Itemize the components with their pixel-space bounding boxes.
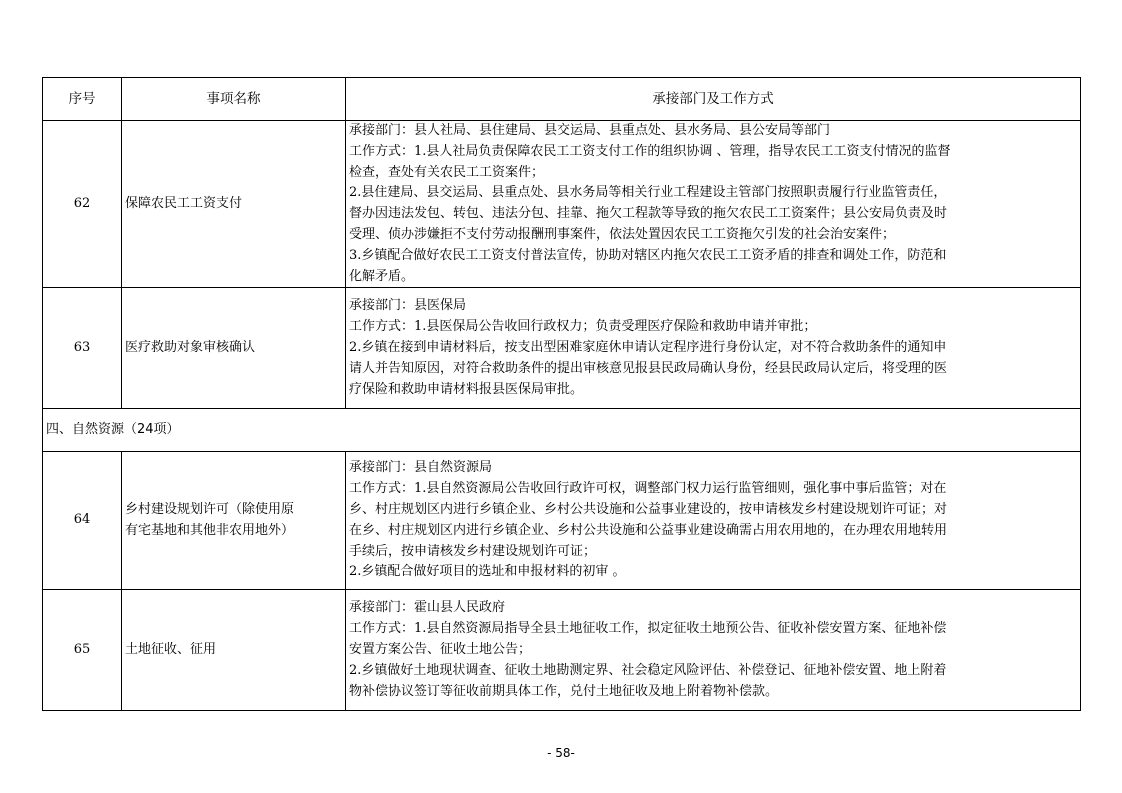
text-line: 乡、村庄规划区内进行乡镇企业、乡村公共设施和公益事业建设的，按申请核发乡村建设规划许可证；对 (349, 502, 948, 518)
matters-table (42, 77, 1081, 711)
text-line: 工作方式：1.县医保局公告收回行政权力；负责受理医疗保险和救助申请并审批； (349, 319, 817, 335)
text-line: 2.乡镇做好土地现状调查、征收土地勘测定界、社会稳定风险评估、补偿登记、征地补偿安置、地上附着 (349, 662, 947, 678)
header-no: 序号 (43, 78, 122, 121)
section-title: 四、自然资源（24项） (43, 409, 1081, 452)
matter-name: 保障农民工工资支付 (122, 121, 346, 288)
text-line: 受理、侦办涉嫌拒不支付劳动报酬刑事案件，依法处置因农民工工资拖欠引发的社会治安案件； (349, 226, 896, 242)
text-line: 化解矛盾。 (349, 268, 415, 284)
row-number: 65 (43, 590, 122, 711)
text-line: 承接部门：县医保局 (349, 298, 467, 314)
section-row (43, 409, 1081, 452)
matter-name (122, 452, 346, 590)
dept-and-method (346, 590, 1081, 711)
text-line: 承接部门：县自然资源局 (349, 460, 493, 476)
text-line: 2.乡镇在接到申请材料后，按支出型困难家庭休申请认定程序进行身份认定，对不符合救助条件的通知申 (349, 339, 947, 355)
text-line: 承接部门：县人社局、县住建局、县交运局、县重点处、县水务局、县公安局等部门 (349, 123, 831, 138)
table-row (43, 590, 1081, 711)
header-name: 事项名称 (122, 78, 346, 121)
text-line: 手续后，按申请核发乡村建设规划许可证； (349, 543, 597, 559)
text-line: 安置方案公告、征收土地公告； (349, 641, 532, 657)
table-row (43, 121, 1081, 288)
text-line: 2.乡镇配合做好项目的选址和申报材料的初审 。 (349, 564, 626, 580)
dept-and-method (346, 121, 1081, 288)
table-row (43, 288, 1081, 409)
text-line: 工作方式：1.县人社局负责保障农民工工资支付工作的组织协调 、管理，指导农民工工资支付情况的监督 (349, 143, 951, 159)
text-line: 工作方式：1.县自然资源局指导全县土地征收工作，拟定征收土地预公告、征收补偿安置方案、征地补偿 (349, 621, 947, 637)
header-dept: 承接部门及工作方式 (346, 78, 1081, 121)
matter-name-line: 有宅基地和其他非农用地外） (125, 522, 295, 538)
text-line: 检查，查处有关农民工工资案件； (349, 164, 545, 180)
table-row (43, 452, 1081, 590)
matter-name: 医疗救助对象审核确认 (122, 288, 346, 409)
dept-and-method (346, 288, 1081, 409)
text-line: 物补偿协议签订等征收前期具体工作，兑付土地征收及地上附着物补偿款。 (349, 683, 779, 699)
dept-and-method (346, 452, 1081, 590)
row-number: 62 (43, 121, 122, 288)
row-number: 64 (43, 452, 122, 590)
text-line: 请人并告知原因，对符合救助条件的提出审核意见报县民政局确认身份，经县民政局认定后，将受理的医 (349, 360, 948, 376)
text-line: 2.县住建局、县交运局、县重点处、县水务局等相关行业工程建设主管部门按照职责履行行业监管责任， (349, 185, 947, 201)
page-number: - 58- (547, 746, 575, 760)
text-line: 3.乡镇配合做好农民工工资支付普法宣传，协助对辖区内拖欠农民工工资矛盾的排查和调处工作，防范和 (349, 247, 947, 263)
matter-name-line: 乡村建设规划许可（除使用原 (125, 502, 295, 518)
matter-name: 土地征收、征用 (122, 590, 346, 711)
row-number: 63 (43, 288, 122, 409)
text-line: 工作方式：1.县自然资源局公告收回行政许可权，调整部门权力运行监管细则，强化事中事后监管；对在 (349, 481, 947, 497)
text-line: 疗保险和救助申请材料报县医保局审批。 (349, 381, 584, 397)
text-line: 督办因违法发包、转包、违法分包、挂靠、拖欠工程款等导致的拖欠农民工工资案件；县公安局负责及时 (349, 206, 948, 222)
text-line: 在乡、村庄规划区内进行乡镇企业、乡村公共设施和公益事业建设确需占用农用地的，在办理农用地转用 (349, 522, 948, 538)
table-header-row (43, 78, 1081, 121)
text-line: 承接部门：霍山县人民政府 (349, 600, 506, 616)
